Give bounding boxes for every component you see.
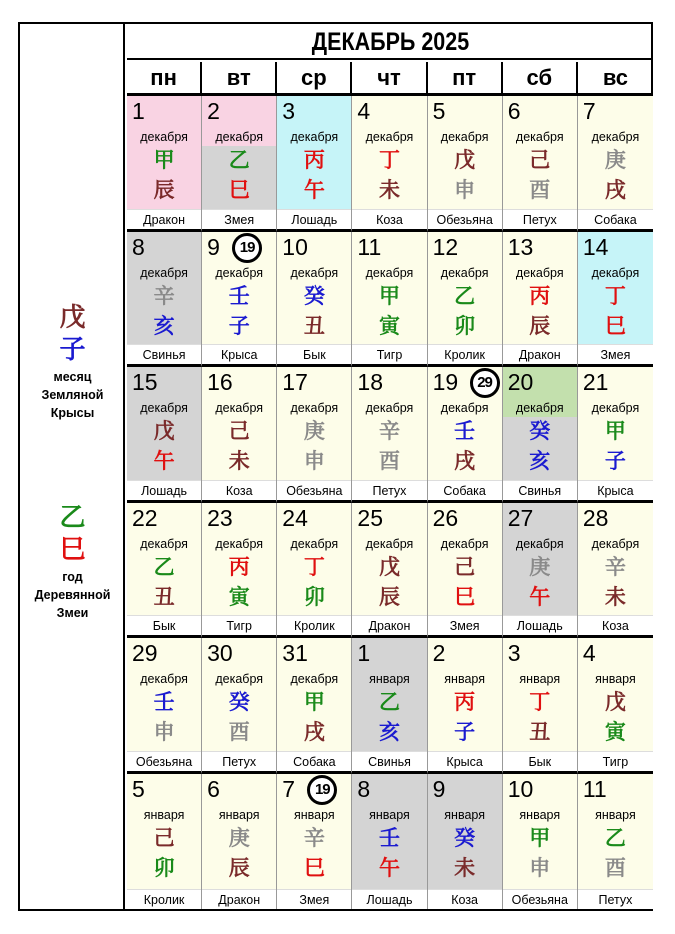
month-name: декабря [290,401,339,415]
zodiac-animal: Петух [503,209,577,229]
month-pillar [20,302,125,422]
day-number: 12 [432,233,459,260]
zodiac-animal: Собака [578,209,653,229]
day-number: 11 [357,233,382,260]
zodiac-animal: Свинья [352,751,426,771]
month-name: января [444,672,485,686]
earthly-branch: 戌 [303,720,325,744]
month-name: декабря [140,265,188,280]
day-cell[interactable] [277,638,352,774]
earthly-branch: 午 [153,449,175,473]
zodiac-animal: Лошадь [503,615,577,635]
day-cell[interactable] [127,638,202,774]
heavenly-stem: 乙 [153,554,175,579]
day-cell[interactable] [352,232,427,368]
heavenly-stem: 丙 [228,554,250,579]
day-cell[interactable] [428,638,503,774]
day-cell[interactable] [428,774,503,910]
earthly-branch: 酉 [604,855,626,880]
earthly-branch: 丑 [153,584,175,609]
earthly-branch: 丑 [303,313,325,338]
day-number: 3 [282,98,296,124]
month-name: декабря [215,265,264,280]
month-name: декабря [365,401,414,415]
day-cell[interactable] [503,774,578,910]
day-cell[interactable] [277,96,352,232]
sidebar [20,24,125,909]
day-number: 7 [582,98,596,124]
month-name: декабря [140,536,188,551]
day-number: 27 [507,504,534,531]
earthly-branch: 申 [454,178,476,202]
day-number: 20 [507,369,534,395]
earthly-branch: 酉 [378,449,400,473]
month-name: декабря [215,672,264,686]
earthly-branch: 戌 [454,449,476,473]
day-cell[interactable] [578,232,653,368]
calendar-title-text: ДЕКАБРЬ 2025 [311,28,469,56]
month-name: декабря [290,536,339,551]
zodiac-animal: Свинья [503,480,577,500]
heavenly-stem: 己 [454,554,476,579]
lunar-day-badge: 19 [307,775,337,805]
month-name: января [143,807,185,822]
heavenly-stem: 己 [153,825,175,850]
month-name: января [293,807,335,822]
day-number: 2 [432,640,446,666]
earthly-branch: 酉 [228,720,250,744]
heavenly-stem: 丁 [378,148,400,172]
year-pillar [20,502,125,622]
zodiac-animal: Крыса [428,751,502,771]
day-cell[interactable] [428,503,503,639]
earthly-branch: 申 [153,720,175,744]
calendar-title [127,24,653,60]
day-cell[interactable] [202,774,277,910]
calendar-frame [18,22,653,911]
day-number: 4 [582,640,596,666]
heavenly-stem: 庚 [303,419,325,443]
zodiac-animal: Дракон [352,615,426,635]
heavenly-stem: 庚 [529,554,551,579]
earthly-branch: 辰 [153,178,175,202]
earthly-branch: 戌 [604,178,626,202]
day-cell[interactable] [352,638,427,774]
heavenly-stem: 庚 [228,825,250,850]
month-name: января [218,807,260,822]
day-number: 30 [207,640,233,666]
day-cell[interactable] [127,503,202,639]
earthly-branch: 午 [303,178,325,202]
heavenly-stem: 壬 [454,419,476,443]
zodiac-animal: Тигр [578,751,653,771]
heavenly-stem: 甲 [604,419,626,443]
weekday-tue: вт [202,62,277,94]
day-number: 18 [357,369,384,395]
day-number: 23 [207,504,233,531]
zodiac-animal: Собака [428,480,502,500]
day-number: 6 [507,98,521,124]
month-name: декабря [290,265,339,280]
month-branch: 子 [59,335,86,365]
earthly-branch: 寅 [604,720,626,744]
day-number: 3 [507,640,521,666]
day-number: 29 [132,640,158,666]
heavenly-stem: 丙 [454,690,476,714]
earthly-branch: 亥 [529,449,551,473]
day-number: 13 [507,233,534,260]
month-name: января [595,672,636,686]
zodiac-animal: Дракон [202,889,276,909]
zodiac-animal: Петух [202,751,276,771]
day-number: 28 [582,504,609,531]
day-number: 6 [207,775,220,802]
heavenly-stem: 戊 [604,690,626,714]
day-cell[interactable] [352,503,427,639]
zodiac-animal: Коза [578,615,653,635]
day-cell[interactable] [352,96,427,232]
month-label-3: Крысы [50,406,95,420]
earthly-branch: 未 [378,178,400,202]
heavenly-stem: 壬 [378,825,400,850]
zodiac-animal: Лошадь [352,889,426,909]
day-number: 31 [282,640,308,666]
day-cell[interactable] [277,367,352,503]
year-label-3: Змеи [56,606,89,620]
heavenly-stem: 乙 [604,825,626,850]
earthly-branch: 寅 [378,313,400,338]
heavenly-stem: 戊 [378,554,400,579]
weekday-sat: сб [503,62,578,94]
year-label-2: Деревянной [34,588,111,602]
day-number: 17 [282,369,308,395]
weekday-thu: чт [352,62,427,94]
day-cell[interactable] [202,503,277,639]
earthly-branch: 子 [228,313,250,338]
earthly-branch: 卯 [153,855,175,880]
heavenly-stem: 辛 [604,554,626,579]
month-name: декабря [140,401,188,415]
month-stem: 戊 [59,303,86,333]
heavenly-stem: 甲 [303,690,325,714]
weekday-wed: ср [277,62,352,94]
day-cell[interactable] [503,638,578,774]
heavenly-stem: 壬 [228,283,250,308]
zodiac-animal: Бык [127,615,201,635]
month-name: декабря [365,130,414,144]
zodiac-animal: Дракон [127,209,201,229]
day-grid [127,96,653,909]
day-cell[interactable] [277,232,352,368]
zodiac-animal: Обезьяна [277,480,351,500]
day-number: 21 [582,369,609,395]
month-name: января [595,807,636,822]
heavenly-stem: 丁 [303,554,325,579]
zodiac-animal: Свинья [127,344,201,364]
day-number: 1 [357,640,371,666]
day-number: 1 [132,98,145,124]
month-name: декабря [140,130,188,144]
month-name: декабря [215,401,264,415]
heavenly-stem: 癸 [529,419,551,443]
heavenly-stem: 丁 [529,690,551,714]
heavenly-stem: 己 [228,419,250,443]
day-cell[interactable] [503,503,578,639]
day-number: 5 [432,98,446,124]
weekday-header [127,62,653,96]
day-cell[interactable] [127,232,202,368]
earthly-branch: 子 [454,720,476,744]
heavenly-stem: 甲 [153,148,175,172]
zodiac-animal: Бык [503,751,577,771]
day-cell[interactable] [277,503,352,639]
earthly-branch: 子 [604,449,626,473]
heavenly-stem: 己 [529,148,551,172]
day-number: 14 [582,233,609,260]
day-cell[interactable] [503,96,578,232]
heavenly-stem: 癸 [303,283,325,308]
month-name: декабря [591,536,640,551]
day-cell[interactable] [202,232,277,368]
lunar-day-badge: 19 [232,233,262,263]
day-number: 5 [132,775,145,802]
day-number: 26 [432,504,459,531]
month-name: декабря [515,536,564,551]
month-name: декабря [591,401,640,415]
month-name: января [519,672,561,686]
month-label-2: Земляной [41,388,104,402]
day-cell[interactable] [428,96,503,232]
month-name: января [369,807,410,822]
month-name: декабря [290,672,339,686]
earthly-branch: 巳 [303,855,325,880]
day-cell[interactable] [428,367,503,503]
day-cell[interactable] [277,774,352,910]
zodiac-animal: Крыса [202,344,276,364]
month-name: декабря [591,130,640,144]
heavenly-stem: 庚 [604,148,626,172]
day-number: 4 [357,98,371,124]
earthly-branch: 卯 [303,584,325,609]
earthly-branch: 午 [378,855,400,880]
earthly-branch: 未 [454,855,476,880]
day-cell[interactable] [127,367,202,503]
month-name: декабря [591,265,640,280]
month-label-1: месяц [53,370,92,384]
heavenly-stem: 丙 [303,148,325,172]
earthly-branch: 申 [303,449,325,473]
day-cell[interactable] [578,96,653,232]
heavenly-stem: 戊 [454,148,476,172]
month-name: декабря [365,265,414,280]
day-cell[interactable] [202,638,277,774]
earthly-branch: 辰 [378,584,400,609]
day-number: 7 [282,775,296,802]
day-cell[interactable] [127,774,202,910]
earthly-branch: 辰 [228,855,250,880]
heavenly-stem: 乙 [454,283,476,308]
weekday-sun: вс [602,65,629,90]
heavenly-stem: 癸 [454,825,476,850]
earthly-branch: 酉 [529,178,551,202]
month-name: декабря [515,265,564,280]
heavenly-stem: 丙 [529,283,551,308]
earthly-branch: 亥 [153,313,175,338]
zodiac-animal: Змея [428,615,502,635]
earthly-branch: 申 [529,855,551,880]
month-name: января [519,807,561,822]
day-number: 8 [132,233,145,260]
year-stem: 乙 [59,503,86,533]
heavenly-stem: 辛 [153,283,175,308]
month-name: декабря [365,536,414,551]
month-name: декабря [440,130,489,144]
zodiac-animal: Тигр [352,344,426,364]
heavenly-stem: 癸 [228,690,250,714]
heavenly-stem: 乙 [378,690,400,714]
day-cell[interactable] [578,503,653,639]
day-number: 16 [207,369,233,395]
heavenly-stem: 壬 [153,690,175,714]
zodiac-animal: Змея [202,209,276,229]
heavenly-stem: 甲 [529,825,551,850]
zodiac-animal: Петух [352,480,426,500]
earthly-branch: 卯 [454,313,476,338]
day-number: 19 [432,369,459,395]
day-number: 24 [282,504,308,531]
day-number: 9 [432,775,446,802]
day-cell[interactable] [578,774,653,910]
zodiac-animal: Тигр [202,615,276,635]
month-name: декабря [290,130,339,144]
earthly-branch: 巳 [454,584,476,609]
month-name: декабря [215,536,264,551]
earthly-branch: 寅 [228,584,250,609]
zodiac-animal: Змея [578,344,653,364]
heavenly-stem: 辛 [303,825,325,850]
earthly-branch: 未 [228,449,250,473]
zodiac-animal: Кролик [428,344,502,364]
day-number: 8 [357,775,371,802]
day-cell[interactable] [127,96,202,232]
day-cell[interactable] [202,96,277,232]
day-cell[interactable] [202,367,277,503]
day-number: 15 [132,369,158,395]
month-name: декабря [515,130,564,144]
month-name: января [444,807,485,822]
day-cell[interactable] [503,232,578,368]
day-cell[interactable] [352,774,427,910]
day-cell[interactable] [503,367,578,503]
zodiac-animal: Крыса [578,480,653,500]
earthly-branch: 巳 [228,178,250,202]
zodiac-animal: Коза [352,209,426,229]
zodiac-animal: Кролик [127,889,201,909]
zodiac-animal: Коза [202,480,276,500]
heavenly-stem: 戊 [153,419,175,443]
weekday-fri: пт [428,62,503,94]
zodiac-animal: Змея [277,889,351,909]
month-name: января [369,672,410,686]
lunar-day-badge: 29 [470,368,500,398]
year-branch: 巳 [59,535,86,565]
day-number: 25 [357,504,384,531]
day-cell[interactable] [428,232,503,368]
month-name: декабря [215,130,264,144]
weekday-mon: пн [127,62,202,94]
month-name: декабря [440,536,489,551]
earthly-branch: 辰 [529,313,551,338]
heavenly-stem: 丁 [604,283,626,308]
month-name: декабря [440,401,489,415]
month-name: декабря [515,401,564,415]
day-cell[interactable] [578,638,653,774]
heavenly-stem: 乙 [228,148,250,172]
month-name: декабря [440,265,489,280]
zodiac-animal: Дракон [503,344,577,364]
day-number: 10 [507,775,534,802]
heavenly-stem: 甲 [378,283,400,308]
earthly-branch: 午 [529,584,551,609]
zodiac-animal: Обезьяна [503,889,577,909]
zodiac-animal: Коза [428,889,502,909]
zodiac-animal: Лошадь [277,209,351,229]
heavenly-stem: 辛 [378,419,400,443]
earthly-branch: 丑 [529,720,551,744]
zodiac-animal: Бык [277,344,351,364]
zodiac-animal: Собака [277,751,351,771]
year-label-1: год [62,570,83,584]
day-number: 2 [207,98,220,124]
zodiac-animal: Обезьяна [428,209,502,229]
zodiac-animal: Петух [578,889,653,909]
earthly-branch: 未 [604,584,626,609]
earthly-branch: 亥 [378,720,400,744]
zodiac-animal: Лошадь [127,480,201,500]
day-number: 11 [582,775,607,802]
day-number: 22 [132,504,158,531]
earthly-branch: 巳 [604,313,626,338]
day-cell[interactable] [352,367,427,503]
day-cell[interactable] [578,367,653,503]
day-number: 10 [282,233,308,260]
day-number: 9 [207,233,220,260]
zodiac-animal: Кролик [277,615,351,635]
month-name: декабря [140,672,188,686]
zodiac-animal: Обезьяна [127,751,201,771]
